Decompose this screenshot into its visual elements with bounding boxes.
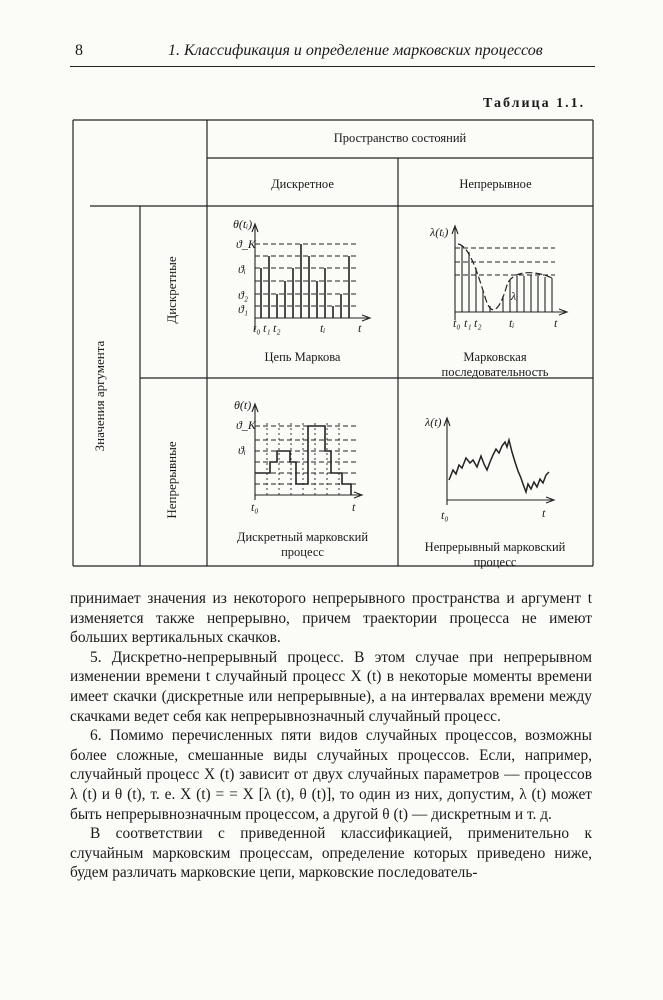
fig3-theta-i-label: ϑᵢ bbox=[238, 443, 246, 457]
fig1-t0-label: t₀ bbox=[253, 321, 261, 335]
fig4-t-label: t bbox=[542, 506, 546, 520]
fig2-ti-label: tᵢ bbox=[509, 316, 515, 330]
fig1-theta-i-label: ϑᵢ bbox=[238, 262, 246, 276]
fig4-t0-label: t₀ bbox=[441, 508, 449, 522]
discrete-markov-process-caption: Дискретный марковский процесс bbox=[236, 530, 369, 559]
markov-chain-caption: Цепь Маркова bbox=[264, 350, 341, 364]
fig3-theta-k-label: ϑ_K bbox=[236, 418, 256, 432]
fig1-t2-label: t₂ bbox=[273, 321, 281, 335]
fig2-lambda-ti-label: λ(tᵢ) bbox=[430, 225, 449, 239]
fig1-theta-ti-label: θ(tᵢ) bbox=[233, 217, 253, 231]
fig1-theta-2-label: ϑ₂ bbox=[238, 288, 249, 302]
fig1-theta-1-label: ϑ₁ bbox=[238, 302, 249, 316]
fig2-lambda-i-label: λᵢ bbox=[511, 289, 519, 303]
continuous-markov-process-caption: Непрерывный марковский процесс bbox=[424, 540, 566, 569]
paragraph-mixed-processes: 6. Помимо перечисленных пяти видов случайных процессов, возможны более сложные, смешанные виды случайных процессов. Если, например, случайный процесс X (t) зависит от двух случайных параметров — процессов λ (t) и θ (t), т. е. X (t) = = X [λ (t), θ (t)], то один из них, допустим, λ (t) может быть непрерывнозначным процессом, а другой θ (t) — дискретным и т. д. bbox=[70, 727, 592, 823]
row-continuous-label: Непрерывные bbox=[164, 441, 179, 519]
paragraph-classification: В соответствии с приведенной классификацией, применительно к случайным марковским процессам, определение которых приведено ниже, будем различать марковские цепи, марковские последователь- bbox=[70, 825, 592, 882]
page-number: 8 bbox=[75, 42, 83, 59]
running-title: 1. Классификация и определение марковских процессов bbox=[168, 42, 543, 59]
fig2-t1-label: t₁ bbox=[464, 316, 472, 330]
row-discrete-label: Дискретные bbox=[164, 256, 179, 324]
col-continuous-header: Непрерывное bbox=[459, 177, 532, 191]
fig2-t2-label: t₂ bbox=[474, 316, 482, 330]
argument-values-label: Значения аргумента bbox=[92, 340, 107, 452]
state-space-header: Пространство состояний bbox=[333, 131, 467, 145]
fig2-t0-label: t₀ bbox=[453, 316, 461, 330]
table-caption: Таблица 1.1. bbox=[483, 96, 586, 111]
fig3-t-label: t bbox=[352, 500, 356, 514]
paragraph-continuation: принимает значения из некоторого непрерывного пространства и аргумент t изменяется также непрерывно, причем траектории процесса не имеют больших вертикальных скачков. bbox=[70, 590, 592, 647]
fig3-t0-label: t₀ bbox=[251, 500, 259, 514]
markov-sequence-caption: Марковская последовательность bbox=[441, 350, 549, 379]
col-discrete-header: Дискретное bbox=[271, 177, 334, 191]
fig1-ti-label: tᵢ bbox=[320, 321, 326, 335]
fig4-trajectory bbox=[449, 440, 549, 492]
fig1-t-label: t bbox=[358, 321, 362, 335]
fig2-t-label: t bbox=[554, 316, 558, 330]
paragraph-discrete-continuous: 5. Дискретно-непрерывный процесс. В этом случае при непрерывном изменении времени t случайный процесс X (t) в некоторые моменты времени имеет скачки (дискретные или непрерывные), а на интервалах времени между скачками ведет себя как непрерывнозначный случайный процесс. bbox=[70, 648, 592, 725]
body-text bbox=[70, 589, 592, 883]
fig4-lambda-t-label: λ(t) bbox=[425, 415, 442, 429]
fig3-theta-t-label: θ(t) bbox=[234, 398, 252, 412]
fig1-t1-label: t₁ bbox=[263, 321, 271, 335]
fig1-theta-k-label: ϑ_K bbox=[236, 237, 256, 251]
